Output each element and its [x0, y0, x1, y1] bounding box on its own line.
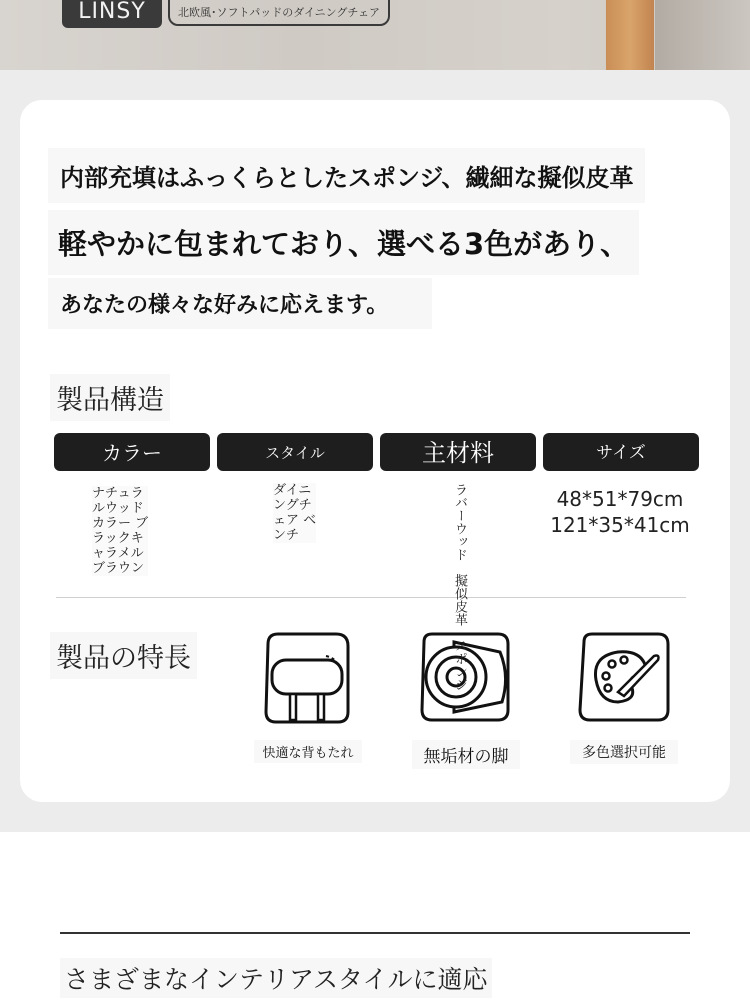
spec-color-value: ナチュラ ルウッド カラー ブ ラックキ ャラメル ブラウン: [92, 486, 149, 576]
spec-material-value: ラバーウッド 擬似皮革 スポンジ: [452, 483, 467, 691]
spec-header-color: カラー: [54, 433, 210, 471]
chair-backrest-icon: [260, 630, 354, 724]
hero-photo-strip: [0, 0, 750, 70]
structure-title: 製品構造: [50, 374, 170, 421]
intro-line-1: 内部充填はふっくらとしたスポンジ、繊細な擬似皮革: [48, 148, 645, 203]
spec-header-size: サイズ: [543, 433, 699, 471]
feature-label-wood-legs: 無垢材の脚: [412, 740, 520, 769]
hero-tagline: 北欧風･ソフトパッドのダイニングチェア: [168, 0, 390, 26]
section-divider: [56, 597, 686, 598]
intro-line-2: 軽やかに包まれており、選べる3色があり、: [48, 210, 639, 275]
spec-size-value: 48*51*79cm 121*35*41cm: [550, 487, 690, 537]
spec-header-style: スタイル: [217, 433, 373, 471]
feature-label-colors: 多色選択可能: [570, 740, 678, 764]
leg-shadow: [655, 0, 750, 70]
spec-style-value: ダイニ ングチ ェア ベ ンチ: [273, 483, 317, 543]
features-title: 製品の特長: [50, 632, 197, 679]
spec-header-material: 主材料: [380, 433, 536, 471]
color-palette-icon: [576, 630, 670, 724]
bottom-section-title: さまざまなインテリアスタイルに適応: [60, 958, 492, 998]
feature-label-backrest: 快適な背もたれ: [254, 740, 362, 763]
brand-logo: LINSY: [62, 0, 162, 28]
intro-line-3: あなたの様々な好みに応えます。: [48, 278, 432, 329]
chair-leg-photo: [606, 0, 654, 70]
bottom-divider: [60, 932, 690, 934]
